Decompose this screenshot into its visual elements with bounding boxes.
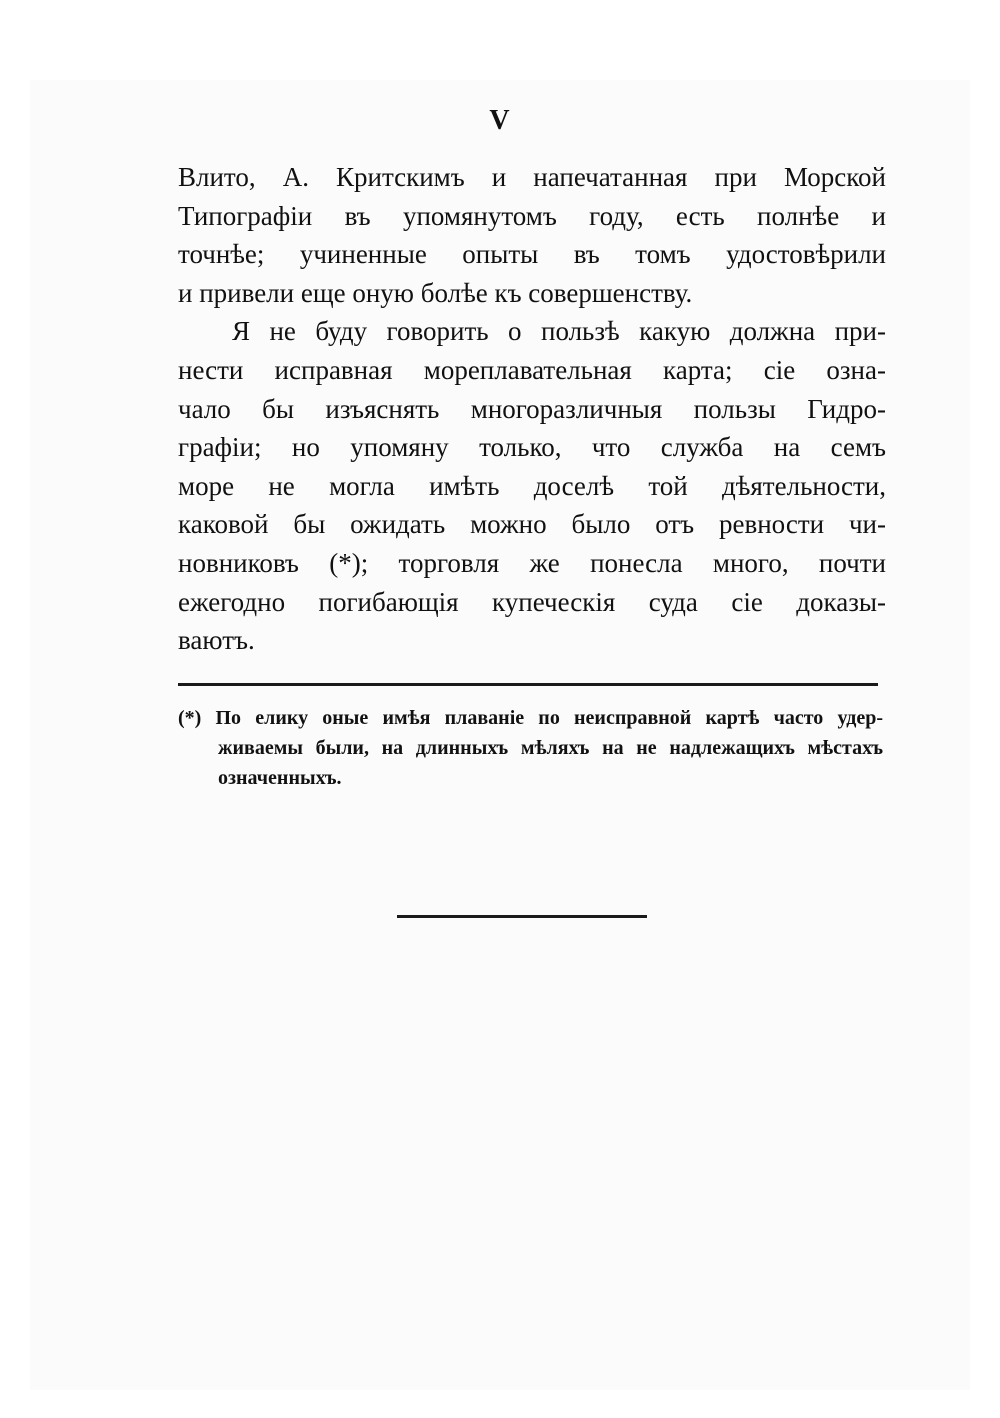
body-line: Я не буду говорить о пользѣ какую должна при- xyxy=(232,316,886,347)
body-line: и привели еще оную болѣе къ совершенству. xyxy=(178,277,693,308)
page-number: V xyxy=(489,105,511,136)
body-line: каковой бы ожидать можно было отъ ревности чи- xyxy=(178,509,886,540)
footnote-separator xyxy=(178,683,878,686)
body-line: ваютъ. xyxy=(178,625,255,656)
body-line: графіи; но упомяну только, что служба на семъ xyxy=(178,432,886,463)
body-line: Типографіи въ упомянутомъ году, есть полнѣе и xyxy=(178,200,886,231)
footnote-line: (*) По елику оные имѣя плаваніе по неисправной картѣ часто удер- xyxy=(178,707,883,729)
body-line: Влито, А. Критскимъ и напечатанная при Морской xyxy=(178,162,886,192)
body-line: новниковъ (*); торговля же понесла много, почти xyxy=(178,547,886,578)
footnote-line: означенныхъ. xyxy=(218,767,342,789)
body-line: точнѣе; учиненные опыты въ томъ удостовѣрили xyxy=(178,239,886,270)
footnote xyxy=(178,703,883,793)
body-line: нести исправная мореплавательная карта; сіе озна- xyxy=(178,354,886,385)
end-rule xyxy=(397,915,647,918)
body-line: море не могла имѣть доселѣ той дѣятельности, xyxy=(178,470,886,501)
footnote-line: живаемы были, на длинныхъ мѣляхъ на не надлежащихъ мѣстахъ xyxy=(218,737,883,759)
body-line: чало бы изъяснять многоразличныя пользы Гидро- xyxy=(178,393,886,424)
body-line: ежегодно погибающія купеческія суда сіе доказы- xyxy=(178,586,886,617)
body-text xyxy=(178,158,886,660)
